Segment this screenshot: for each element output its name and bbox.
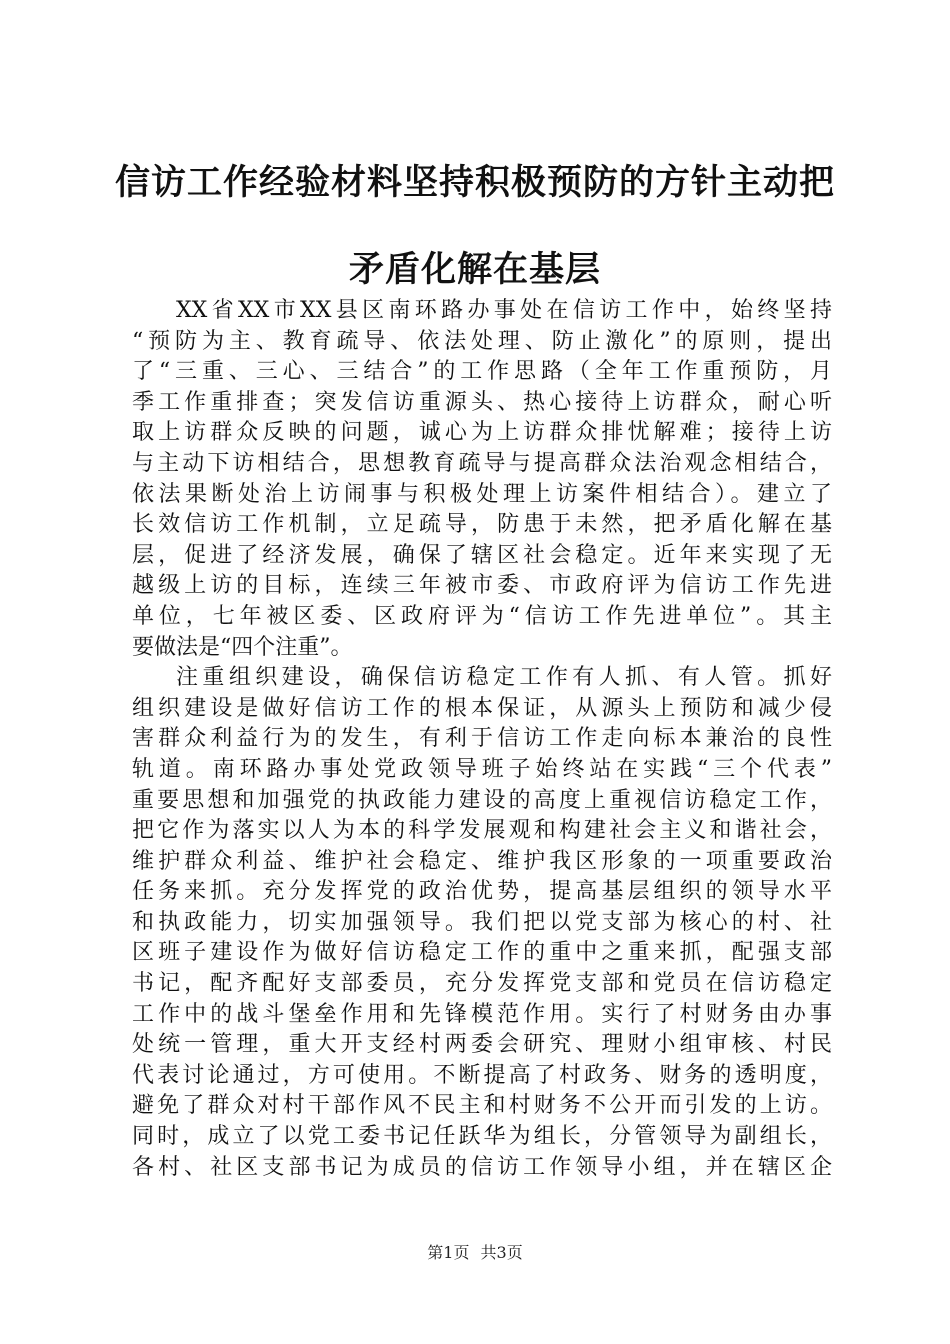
text-line: 依法果断处治上访闹事与积极处理上访案件相结合）。建立了 (132, 481, 832, 507)
text-line: 轨道。南环路办事处党政领导班子始终站在实践“三个代表” (132, 756, 832, 782)
text-line: 层，促进了经济发展，确保了辖区社会稳定。近年来实现了无 (132, 542, 832, 568)
text-line: 长效信访工作机制，立足疏导，防患于未然，把矛盾化解在基 (132, 512, 832, 538)
text-line: 了“三重、三心、三结合”的工作思路（全年工作重预防，月 (132, 359, 832, 385)
text-line: 代表讨论通过，方可使用。不断提高了村政务、财务的透明度， (132, 1062, 832, 1088)
text-line: 工作中的战斗堡垒作用和先锋模范作用。实行了村财务由办事 (132, 1001, 832, 1027)
text-line: XX省XX市XX县区南环路办事处在信访工作中，始终坚持 (176, 298, 832, 323)
text-line: 把它作为落实以人为本的科学发展观和构建社会主义和谐社会， (132, 818, 832, 844)
text-line: 区班子建设作为做好信访稳定工作的重中之重来抓，配强支部 (132, 940, 832, 966)
text-line: 任务来抓。充分发挥党的政治优势，提高基层组织的领导水平 (132, 879, 832, 905)
text-line: 和执政能力，切实加强领导。我们把以党支部为核心的村、社 (132, 909, 832, 935)
text-line: 组织建设是做好信访工作的根本保证，从源头上预防和减少侵 (132, 695, 832, 721)
text-line: 与主动下访相结合，思想教育疏导与提高群众法治观念相结合， (132, 450, 832, 476)
text-line: 注重组织建设，确保信访稳定工作有人抓、有人管。抓好 (176, 665, 832, 691)
text-line: 取上访群众反映的问题，诚心为上访群众排忧解难；接待上访 (132, 420, 832, 446)
text-line: 要做法是“四个注重”。 (132, 634, 353, 660)
text-line: 越级上访的目标，连续三年被市委、市政府评为信访工作先进 (132, 573, 832, 599)
text-line: 同时，成立了以党工委书记任跃华为组长，分管领导为副组长， (132, 1124, 832, 1150)
text-line: 重要思想和加强党的执政能力建设的高度上重视信访稳定工作， (132, 787, 832, 813)
text-line: 季工作重排查；突发信访重源头、热心接待上访群众，耐心听 (132, 389, 832, 415)
paragraph-2 (132, 663, 832, 1183)
text-line: 维护群众利益、维护社会稳定、维护我区形象的一项重要政治 (132, 848, 832, 874)
text-line: 单位，七年被区委、区政府评为“信访工作先进单位”。其主 (132, 603, 832, 629)
text-line: 处统一管理，重大开支经村两委会研究、理财小组审核、村民 (132, 1032, 832, 1058)
text-line: 书记，配齐配好支部委员，充分发挥党支部和党员在信访稳定 (132, 971, 832, 997)
page-total: 共3页 (480, 1243, 523, 1262)
document-title-line-1: 信访工作经验材料坚持积极预防的方针主动把 (114, 162, 835, 203)
text-line: 害群众利益行为的发生，有利于信访工作走向标本兼治的良性 (132, 726, 832, 752)
page-footer (0, 1243, 950, 1263)
paragraph-1 (132, 296, 832, 663)
page-number: 第1页 (427, 1243, 470, 1262)
text-line: 各村、社区支部书记为成员的信访工作领导小组，并在辖区企 (132, 1154, 832, 1180)
document-title-line-2: 矛盾化解在基层 (348, 249, 601, 290)
text-line: 避免了群众对村干部作风不民主和村财务不公开而引发的上访。 (132, 1093, 832, 1119)
document-body (132, 296, 832, 1183)
text-line: “预防为主、教育疏导、依法处理、防止激化”的原则，提出 (132, 328, 832, 354)
